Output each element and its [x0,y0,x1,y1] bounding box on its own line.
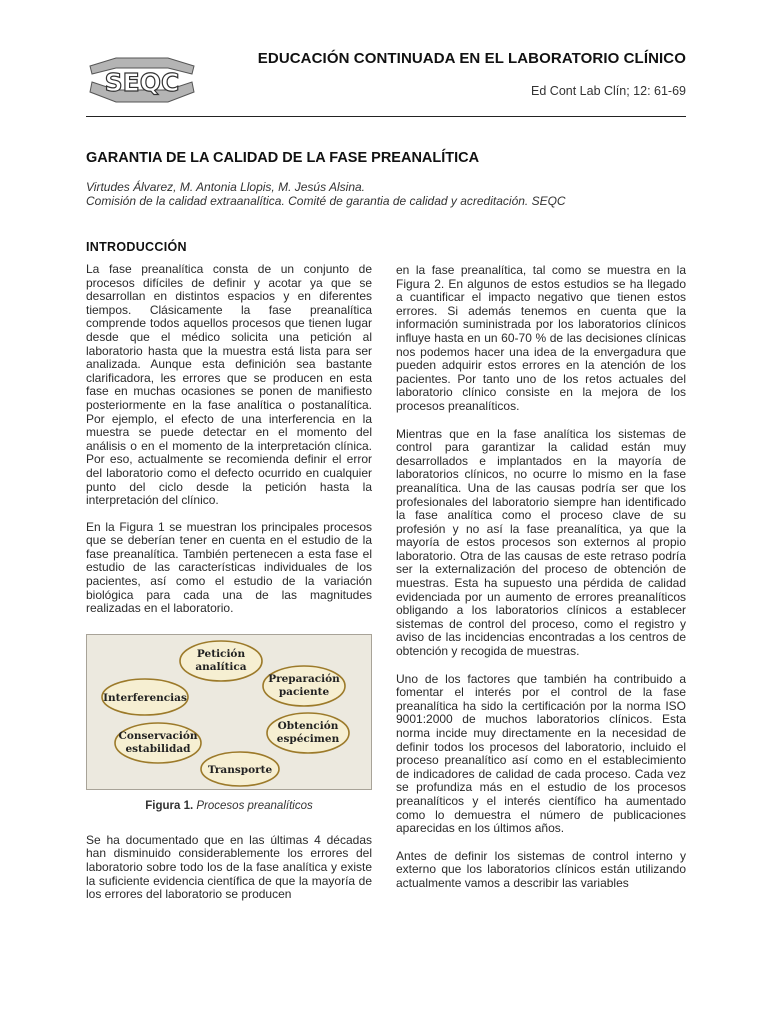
figure-diagram [86,634,372,790]
logo-text: SEQC [104,68,180,97]
figure-caption [86,800,372,812]
affiliation: Comisión de la calidad extraanalítica. Comité de garantia de calidad y acreditación. SEQC [86,194,566,208]
node-transporte [201,752,279,786]
node-interferencias [102,679,188,715]
node-label: Transporte [207,763,273,776]
node-peticion [180,641,262,681]
left-column [86,240,372,902]
paragraph: Mientras que en la fase analítica los sistemas de control para garantizar la calidad están muy desarrollados e implantados en la mayoría de laboratorios clínicos, no ocurre lo mismo en la fase preanalítica. Una de las causas podría ser que los profesionales del laboratorio siempre han identificado la fase analítica como el proceso clave de su profesión y no así la fase preanalítica, ya que la mayoría de estos procesos son externos al propio laboratorio. Otra de las causas de este retraso podría ser la externalización del proceso de obtención de muestras. Esta ha supuesto una pérdida de calidad evidenciada por un aumento de errores preanalíticos obligando a los laboratorios clínicos a establecer sistemas de control del proceso, como el registro y aviso de las incidencias encontradas a los centros de obtención y recogida de muestras. [396,426,686,659]
node-conservacion [115,723,201,763]
authors: Virtudes Álvarez, M. Antonia Llopis, M. Jesús Alsina. [86,180,366,194]
citation: Ed Cont Lab Clín; 12: 61-69 [531,84,686,98]
node-label: Interferencias [103,691,187,704]
header-divider [86,116,686,117]
node-label: Preparación [268,672,340,685]
paragraph: Se ha documentado que en las últimas 4 décadas han disminuido considerablemente los errores del laboratorio sobre todo los de la fase analítica y existe la suficiente evidencia científica de que la mayoría de los errores del laboratorio se producen [86,832,372,902]
paragraph: Uno de los factores que también ha contribuido a fomentar el interés por el control de la fase preanalítica ha sido la certificación por la norma ISO 9001:2000 de muchos laboratorios clínicos. Esta norma incide muy directamente en la necesidad de definir todos los procesos del laboratorio, incluido el proceso preanalítico así como en el establecimiento de indicadores de calidad de cada proceso. Cada vez se profundiza más en el estudio de los procesos preanalíticos y el interés científico ha aumentado como lo demuestra el número de publicaciones aparecidas en los últimos años. [396,671,686,836]
paragraph: Antes de definir los sistemas de control interno y externo que los laboratorios clínicos están utilizando actualmente vamos a describir las variables [396,848,686,890]
node-label: estabilidad [125,742,191,755]
paragraph: La fase preanalítica consta de un conjunto de procesos difíciles de definir y acotar ya que se desarrollan en distintos espacios y en diferentes tiempos. Clásicamente la fase preanalítica comprende todos aquellos procesos que tienen lugar desde que el médico solicita una petición al laboratorio hasta que la muestra está lista para ser analizada. Aunque esta definición sea bastante clarificadora, les errores que se producen en esta fase en muchas ocasiones se ponen de manifiesto posteriormente en la fase analítica o postanalítica. Por ejemplo, el efecto de una interferencia en la muestra se puede detectar en el momento del análisis o en el momento de la interpretación clínica. Por eso, actualmente se recomienda definir el error del laboratorio como el defecto ocurrido en cualquier punto del ciclo desde la petición hasta la interpretación del clínico. [86,262,372,508]
article-title: GARANTIA DE LA CALIDAD DE LA FASE PREANALÍTICA [86,150,480,166]
author-block [86,180,706,208]
caption-label: Figura 1. [145,799,194,812]
caption-text: Procesos preanalíticos [196,799,313,812]
node-label: paciente [278,685,330,698]
section-heading: INTRODUCCIÓN [86,240,187,254]
node-label: Petición [196,647,246,660]
right-column [396,264,686,891]
node-label: Obtención [277,719,339,732]
node-obtencion [267,713,349,753]
journal-title: EDUCACIÓN CONTINUADA EN EL LABORATORIO CLÍNICO [257,50,686,67]
figure-1 [86,634,372,812]
node-label: espécimen [276,732,340,745]
node-label: Conservación [118,729,198,742]
paragraph: en la fase preanalítica, tal como se muestra en la Figura 2. En algunos de estos estudios se ha llegado a cuantificar el impacto negativo que tienen estos errores. Si además tenemos en cuenta que la información suministrada por los laboratorios clínicos influye hasta en un 60-70 % de las decisiones clínicas nos podemos hacer una idea de la envergadura que pueden adquirir estos errores en la atención de los pacientes. Por tanto uno de los retos actuales del laboratorio clínico consiste en la mejora de los procesos preanalíticos. [396,263,686,413]
seqc-logo [86,52,198,106]
node-label: analítica [195,660,247,673]
node-preparacion [263,666,345,706]
paragraph: En la Figura 1 se muestran los principales procesos que se deberían tener en cuenta en el estudio de la fase preanalítica. También pertenecen a esta fase el estudio de las características individuales de los pacientes, así como el estudio de la variación biológica para cada una de las magnitudes realizadas en el laboratorio. [86,519,372,616]
